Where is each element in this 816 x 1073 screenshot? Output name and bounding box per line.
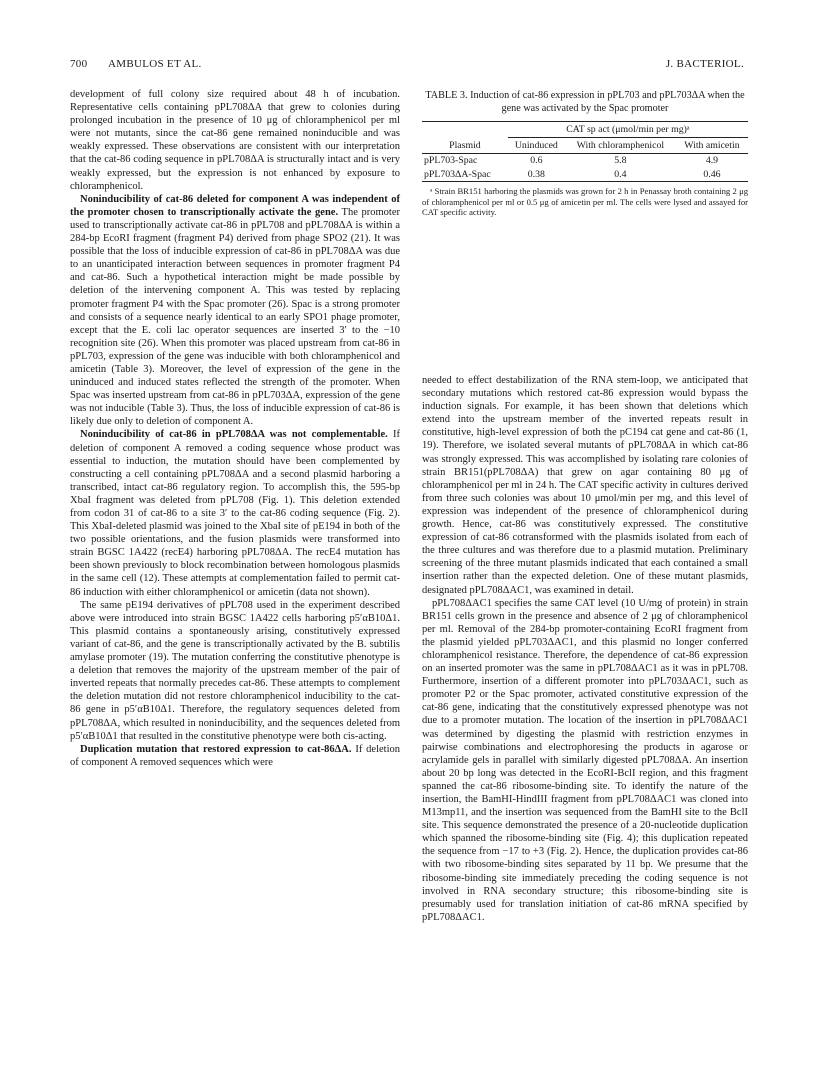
paragraph: Duplication mutation that restored expression to cat-86ΔA. If deletion of component A removed sequences which were	[70, 743, 400, 768]
paragraph: The same pE194 derivatives of pPL708 used in the experiment described above were introduced into strain BGSC 1A422 cells harboring p5′αB10Δ1. This plasmid contains a spontaneously arising, constitutively expressed variant of cat-86, and the gene is transcriptionally activated by the B. subtilis amylase promoter (19). The mutation conferring the constitutive phenotype is a deletion that removes the majority of the upstream member of the pair of inverted repeats that normally precedes cat-86. These attempts to complement the deletion mutation did not restore chloramphenicol inducibility to the cat-86 gene in p5′αB10Δ1. Therefore, the regulatory sequences deleted from pPL708ΔA, which resulted in noninducibility, and the sequences deleted from p5′αB10Δ1 that resulted in the constitutive phenotype were both cis-acting.	[70, 599, 400, 742]
paragraph: development of full colony size required about 48 h of incubation. Representative cells containing pPL708ΔA that grew to colonies during prolonged incubation in the presence of 10 μg of chloramphenicol per ml were not mutants, since the cat-86 gene remained noninducible and was weakly expressed. These observations are consistent with our interpretation that the cat-86 coding sequence in pPL708ΔA is structurally intact and is very weakly expressed, but the expression is not enhanced by exposure to chloramphenicol.	[70, 89, 400, 192]
table-row: pPL703ΔA-Spac 0.38 0.4 0.46	[422, 168, 748, 182]
table-footnote: ᵃ Strain BR151 harboring the plasmids was grown for 2 h in Penassay broth containing 2 μg of chloramphenicol per ml or 0.5 μg of amicetin per ml. The cells were lysed and assayed for CAT specific activity.	[422, 186, 748, 217]
table-row: pPL703-Spac 0.6 5.8 4.9	[424, 155, 719, 166]
table-header-plasmid: Plasmid	[422, 122, 508, 154]
table-caption: TABLE 3. Induction of cat-86 expression in pPL703 and pPL703ΔA when the gene was activated by the Spac promoter	[425, 90, 745, 114]
section-heading: Duplication mutation that restored expression to cat-86ΔA.	[80, 743, 352, 755]
paragraph: Noninducibility of cat-86 deleted for component A was independent of the promoter chosen to transcriptionally activate the gene. The promoter used to transcriptionally activate cat-86 in pPL708 and pPL708ΔA is within a 284-bp EcoRI fragment (fragment P4) derived from phage SPO2 (21). It was possible that the loss of inducible expression of cat-86 in pPL708ΔA was due to an unanticipated interaction between sequences in promoter fragment P4 and cat-86. Such a hypothetical interaction might be made possible by deletion of the intervening component A. This was tested by replacing promoter fragment P4 with the Spac promoter (26). Spac is a strong promoter and consists of a sequence nearly identical to an early SPO1 phage promoter, except that the E. coli lac operator sequences are inserted 3′ to the −10 recognition site (26). When this promoter was placed upstream from cat-86 in pPL703, expression of the gene was inducible with both chloramphenicol and amicetin (Table 3). Moreover, the level of expression of the gene in the uninduced and induced states reflected the strength of the promoter. When Spac was inserted upstream from cat-86 in pPL703ΔA, expression of the gene was not inducible (Table 3). Thus, the loss of inducible expression of cat-86 is likely due only to deletion of component A.	[70, 193, 400, 428]
section-heading: Noninducibility of cat-86 deleted for component A was independent of the promoter chosen to transcriptionally activate the gene.	[70, 193, 400, 218]
table-header-uninduced: Uninduced	[514, 140, 558, 151]
running-header	[70, 58, 744, 74]
paragraph: Noninducibility of cat-86 in pPL708ΔA was not complementable. If deletion of component A removed a coding sequence whose product was essential to induction, the mutation should have been complemented by constructing a cell containing pPL708ΔA and a second plasmid harboring a transcribed, intact cat-86 regulatory region. To accomplish this, the 595-bp XbaI fragment was deleted from pPL708 (Fig. 1). This deletion extended from codon 31 of cat-86 to a site 3′ to the cat-86 coding sequence (Fig. 2). This XbaI-deleted plasmid was joined to the XbaI site of pE194 in both of the two possible orientations, and the fusion plasmids were transformed into strain BGSC 1A422 (recE4) harboring pPL708ΔA. The recE4 mutation has been shown previously to block recombination between homologous plasmids in the same cell (12). These attempts at complementation failed to permit cat-86 induction with either chloramphenicol or amicetin (data not shown).	[70, 429, 401, 598]
section-heading: Noninducibility of cat-86 in pPL708ΔA was not complementable.	[80, 429, 388, 441]
left-column	[70, 88, 400, 769]
paragraph: needed to effect destabilization of the RNA stem-loop, we anticipated that secondary mutations which restored cat-86 expression would bypass the induction signals. For example, it has been shown that deletions which extend into the upstream member of the inverted repeats result in constitutive, high-level expression of both the pC194 cat gene and cat-86 (1, 19). Therefore, we isolated several mutants of pPL708ΔA in which cat-86 was strongly expressed. This was accomplished by isolating rare colonies of strain BR151(pPL708ΔA) that grew on agar containing 80 μg of chloramphenicol per ml in 24 h. The CAT specific activity in cultures derived from three such colonies was about 10 μmol/min per mg, and this level of expression was independent of the presence of chloramphenicol during growth. Hence, cat-86 was constitutively expressed. The constitutive expression of cat-86 cotransformed with the plasmids isolated from each of the three cultures and was therefore due to a plasmid mutation. Preliminary screening of the three mutant plasmids indicated that each contained a small insertion rather than the expected deletion. One of these mutant plasmids, designated pPL708ΔAC1, was examined in detail.	[422, 375, 748, 596]
page-number: 700	[70, 58, 88, 70]
table-3	[422, 90, 748, 218]
table-header-amicetin: With amicetin	[684, 140, 740, 151]
table-header-group: CAT sp act (μmol/min per mg)ᵃ	[508, 122, 748, 138]
running-authors: AMBULOS ET AL.	[108, 58, 202, 70]
paragraph: pPL708ΔAC1 specifies the same CAT level (10 U/mg of protein) in strain BR151 cells grown in the presence and absence of 2 μg of chloramphenicol per ml. Removal of the 284-bp promoter-containing EcoRI fragment from the plasmid yielded pPL703ΔAC1, and this plasmid no longer conferred chloramphenicol resistance. Therefore, the dependence of cat-86 expression on an inserted promoter was the same in pPL708ΔAC1 as it was in pPL708. Furthermore, insertion of a different promoter into pPL703ΔAC1, such as promoter P2 or the Spac promoter, activated constitutive expression of the cat-86 gene, indicating that the constitutively expressed phenotype was not due to a promoter mutation. The location of the insertion in pPL708ΔAC1 was determined by digesting the plasmid with restriction enzymes in pairwise combinations and electrophoresing the products in agarose or acrylamide gels in parallel with similarly digested pPL708ΔA. An insertion about 20 bp long was detected in the EcoRI-BclI region, and this fragment spanned the cat-86 ribosome-binding site. To identify the nature of the insertion, the BamHI-HindIII fragment from pPL708ΔAC1 was cloned into M13mp11, and the insertion was sequenced from the BamHI site to the BclI site. This sequence demonstrated the presence of a 20-nucleotide duplication which spanned the ribosome-binding site (Fig. 4); this duplication repeated the sequence from −17 to +3 (Fig. 2). Hence, the duplication provides cat-86 with two ribosome-binding sites separated by 11 bp. We presume that the ribosome-binding site immediately preceding the coding sequence is not involved in RNA secondary structure; this ribosome-binding site is presumably used for translation initiation of cat-86 mRNA specified by pPL708ΔAC1.	[422, 597, 748, 923]
table-header-chloramphenicol: With chloramphenicol	[576, 140, 665, 151]
right-column	[422, 374, 748, 924]
journal-name: J. BACTERIOL.	[665, 58, 744, 70]
table	[422, 121, 748, 182]
